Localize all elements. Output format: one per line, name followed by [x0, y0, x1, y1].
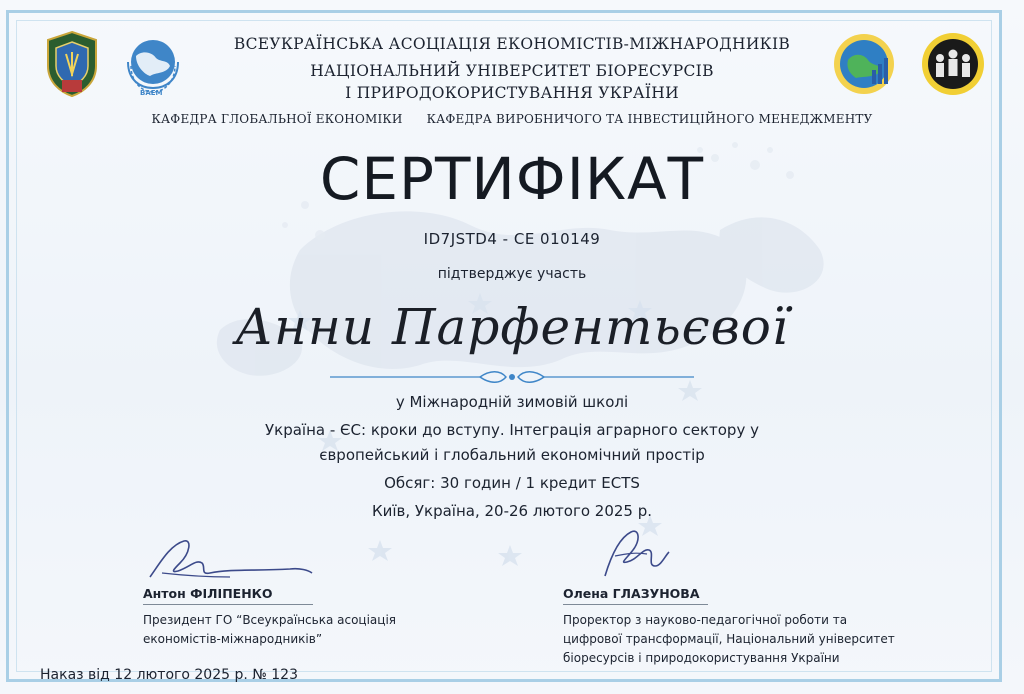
signatory-role-line2: економістів-міжнародників”: [143, 632, 323, 646]
signatory-name: Олена ГЛАЗУНОВА: [563, 586, 700, 601]
order-reference: Наказ від 12 лютого 2025 р. № 123: [40, 667, 298, 683]
department-global-economics: КАФЕДРА ГЛОБАЛЬНОЇ ЕКОНОМІКИ: [151, 112, 403, 126]
university-name-line1: НАЦІОНАЛЬНИЙ УНІВЕРСИТЕТ БІОРЕСУРСІВ: [310, 62, 714, 80]
signatory-left: [143, 586, 396, 649]
university-name-line2: І ПРИРОДОКОРИСТУВАННЯ УКРАЇНИ: [345, 84, 679, 102]
signatory-name: Антон ФІЛІПЕНКО: [143, 586, 273, 601]
confirms-participation-text: підтверджує участь: [437, 266, 587, 282]
certificate-id: ID7JSTD4 - CE 010149: [423, 230, 601, 248]
association-name: ВСЕУКРАЇНСЬКА АСОЦІАЦІЯ ЕКОНОМІСТІВ-МІЖНАРОДНИКІВ: [233, 35, 791, 53]
department-production-management: КАФЕДРА ВИРОБНИЧОГО ТА ІНВЕСТИЦІЙНОГО МЕНЕДЖМЕНТУ: [426, 112, 873, 126]
event-place-date: Київ, Україна, 20-26 лютого 2025 р.: [371, 502, 653, 520]
signatory-right: [563, 586, 895, 668]
vaem-label: ВАЕМ: [140, 89, 163, 97]
recipient-name: Анни Парфентьєвої: [235, 298, 789, 356]
event-title-line2: європейський і глобальний економічний простір: [319, 446, 705, 464]
signature-glazunova: [585, 526, 675, 586]
signatory-role-line1: Президент ГО “Всеукраїнська асоціація: [143, 613, 396, 627]
signature-filipenko: [140, 533, 320, 587]
event-volume: Обсяг: 30 годин / 1 кредит ECTS: [384, 474, 640, 492]
signature-line: [143, 604, 313, 605]
event-intro: у Міжнародній зимовій школі: [395, 393, 629, 411]
departments: [0, 112, 1024, 126]
signatory-role-line3: біоресурсів і природокористування України: [563, 651, 840, 665]
signatory-role-line2: цифрової трансформації, Національний університет: [563, 632, 895, 646]
signature-line: [563, 604, 708, 605]
certificate-title: СЕРТИФІКАТ: [319, 145, 705, 213]
divider-ornament: [330, 368, 694, 386]
event-title-line1: Україна - ЄС: кроки до вступу. Інтеграція аграрного сектору у: [265, 421, 759, 439]
signatory-role-line1: Проректор з науково-педагогічної роботи та: [563, 613, 848, 627]
